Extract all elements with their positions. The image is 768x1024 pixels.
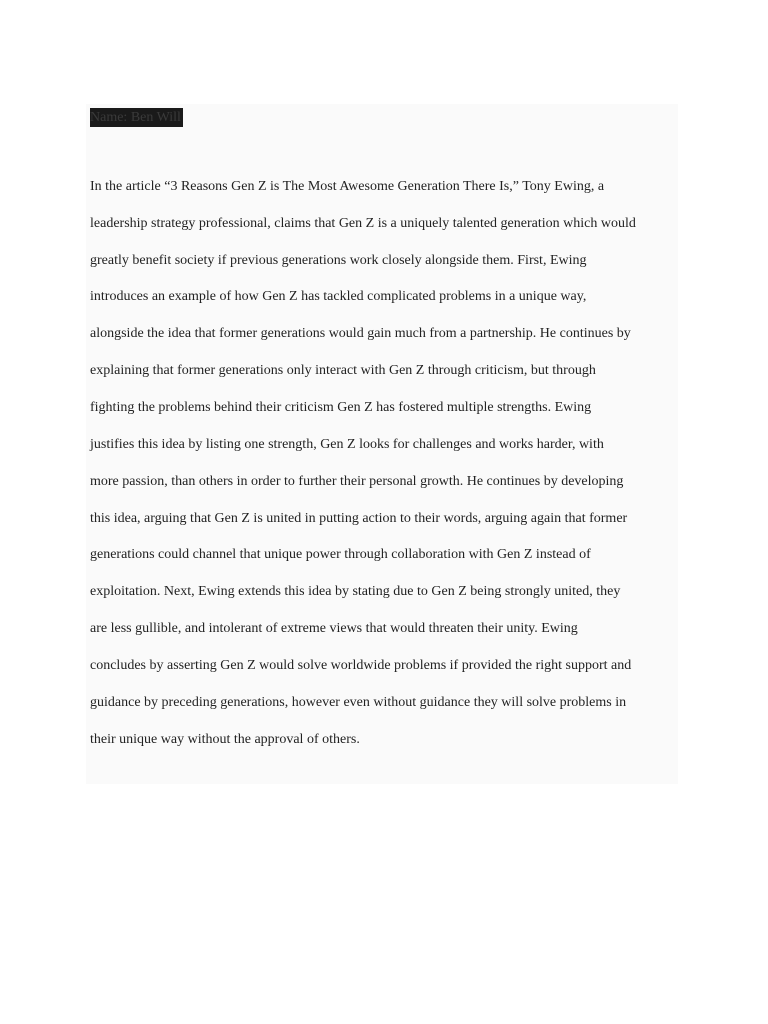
paragraph-line: more passion, than others in order to further their personal growth. He continues by developing: [90, 474, 624, 489]
paragraph-line: fighting the problems behind their criticism Gen Z has fostered multiple strengths. Ewing: [90, 400, 592, 415]
paragraph-line: guidance by preceding generations, however even without guidance they will solve problems in: [90, 695, 627, 710]
student-name-heading: Name: Ben Will: [90, 110, 181, 125]
paragraph-line: are less gullible, and intolerant of extreme views that would threaten their unity. Ewing: [90, 621, 578, 636]
paragraph-line: In the article “3 Reasons Gen Z is The Most Awesome Generation There Is,” Tony Ewing, a: [90, 179, 605, 194]
paragraph-line: this idea, arguing that Gen Z is united in putting action to their words, arguing again that former: [90, 511, 628, 526]
paragraph-line: generations could channel that unique power through collaboration with Gen Z instead of: [90, 547, 591, 562]
paragraph-line: greatly benefit society if previous generations work closely alongside them. First, Ewing: [90, 253, 587, 268]
paragraph-line: leadership strategy professional, claims that Gen Z is a uniquely talented generation which would: [90, 216, 636, 231]
paragraph-line: introduces an example of how Gen Z has tackled complicated problems in a unique way,: [90, 289, 587, 304]
paragraph-line: their unique way without the approval of others.: [90, 732, 360, 747]
paragraph-line: alongside the idea that former generations would gain much from a partnership. He continues by: [90, 326, 631, 341]
paragraph-line: exploitation. Next, Ewing extends this idea by stating due to Gen Z being strongly united, they: [90, 584, 621, 599]
paragraph-line: explaining that former generations only interact with Gen Z through criticism, but through: [90, 363, 596, 378]
paragraph-line: concludes by asserting Gen Z would solve worldwide problems if provided the right support and: [90, 658, 632, 673]
paragraph-line: justifies this idea by listing one strength, Gen Z looks for challenges and works harder, with: [90, 437, 604, 452]
